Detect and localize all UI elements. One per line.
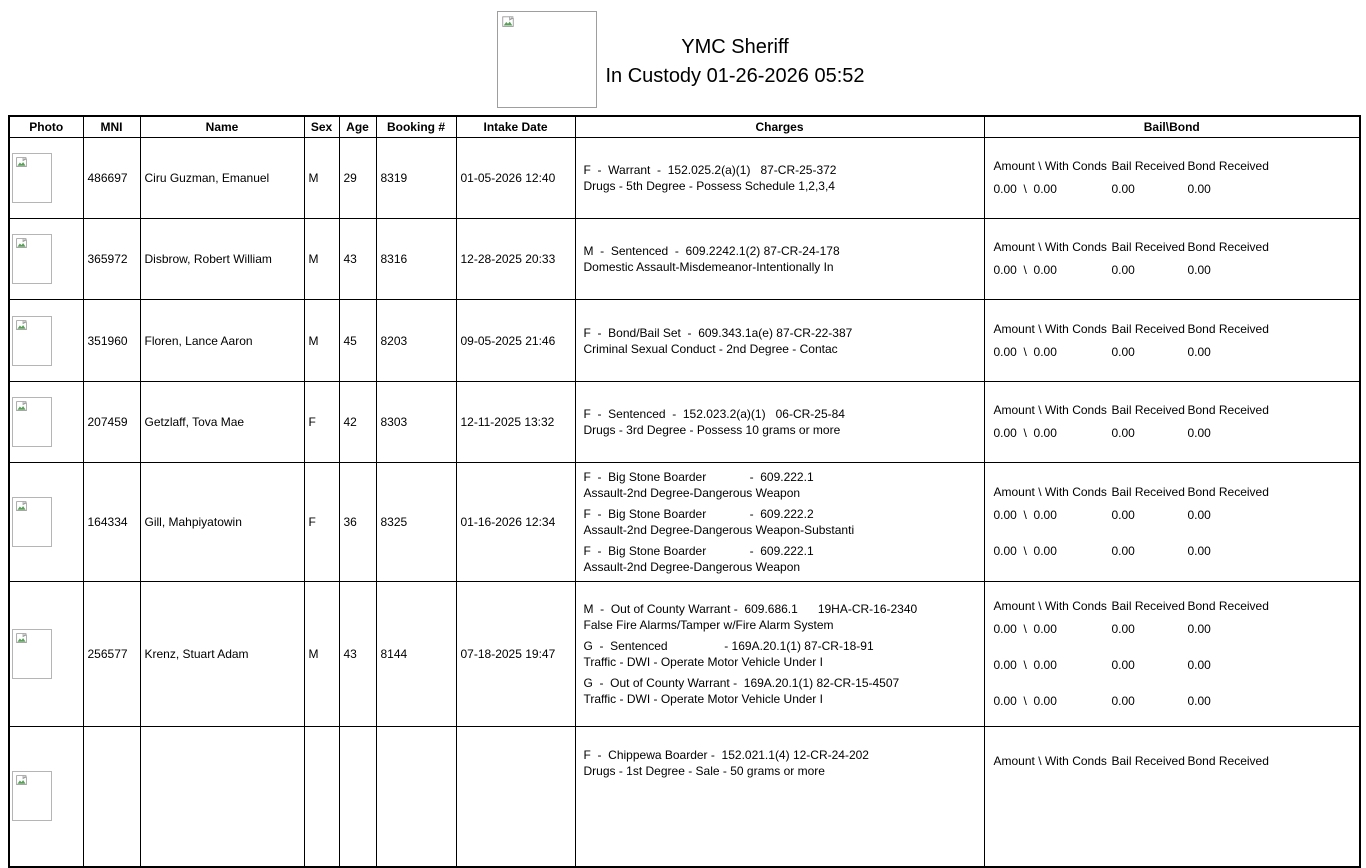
col-header-booking: Booking # (376, 116, 456, 138)
name-cell: Krenz, Stuart Adam (140, 582, 304, 727)
bail-value-row (994, 659, 1360, 672)
bail-bond-block (985, 486, 1360, 558)
bail-amount-with-conds: 0.00 \ 0.00 (993, 544, 1057, 558)
table-row (9, 138, 1360, 219)
bail-header-amount: Amount \ With Conds (993, 599, 1107, 613)
age-cell: 42 (339, 382, 376, 463)
booking-cell: 8303 (376, 382, 456, 463)
bond-received-value: 0.00 (1187, 508, 1211, 522)
bail-header-bond-received: Bond Received (1187, 599, 1269, 613)
charge-description-line: Assault-2nd Degree-Dangerous Weapon-Substanti (583, 523, 855, 537)
charge-statute-line: F - Big Stone Boarder - 609.222.2 (583, 507, 814, 521)
col-header-bail-bond: Bail\Bond (984, 116, 1360, 138)
charge-description-line: Drugs - 1st Degree - Sale - 50 grams or more (583, 764, 825, 778)
bail-received-value: 0.00 (1111, 544, 1135, 558)
charges-list (584, 469, 976, 575)
col-header-intake-date: Intake Date (456, 116, 575, 138)
age-cell: 45 (339, 300, 376, 382)
bond-received-value: 0.00 (1187, 622, 1211, 636)
bail-values-list (994, 509, 1360, 558)
age-cell (339, 727, 376, 867)
name-cell: Floren, Lance Aaron (140, 300, 304, 382)
bail-header-bail-received: Bail Received (1111, 403, 1185, 417)
charge-statute-line: M - Sentenced - 609.2242.1(2) 87-CR-24-178 (583, 244, 840, 258)
booking-cell: 8144 (376, 582, 456, 727)
bail-bond-cell (984, 219, 1360, 300)
intake-date-cell: 07-18-2025 19:47 (456, 582, 575, 727)
photo-cell (9, 463, 83, 582)
charge-item (584, 506, 976, 538)
bail-header-bond-received: Bond Received (1187, 403, 1269, 417)
table-row (9, 727, 1360, 867)
bail-header-amount: Amount \ With Conds (993, 321, 1107, 336)
bail-amount-with-conds: 0.00 \ 0.00 (993, 263, 1057, 277)
charge-description-line: False Fire Alarms/Tamper w/Fire Alarm System (583, 618, 834, 632)
mugshot-placeholder (12, 316, 52, 366)
charges-cell (575, 582, 984, 727)
report-title: YMC Sheriff (681, 36, 789, 58)
charge-statute-line: G - Out of County Warrant - 169A.20.1(1) 82-CR-15-4507 (583, 676, 900, 690)
mugshot-placeholder (12, 497, 52, 547)
charge-description-line: Traffic - DWI - Operate Motor Vehicle Under I (583, 655, 823, 669)
bail-header-amount: Amount \ With Conds (993, 485, 1107, 499)
bail-amount-with-conds: 0.00 \ 0.00 (993, 182, 1057, 196)
bail-header-bail-received: Bail Received (1111, 159, 1185, 173)
broken-image-icon (15, 500, 28, 513)
bond-received-value: 0.00 (1187, 263, 1211, 277)
bail-column-headers (994, 600, 1360, 613)
mugshot-placeholder (12, 629, 52, 679)
sex-cell (304, 727, 339, 867)
booking-cell: 8316 (376, 219, 456, 300)
charges-list (584, 243, 976, 275)
booking-cell: 8203 (376, 300, 456, 382)
name-cell: Ciru Guzman, Emanuel (140, 138, 304, 219)
bail-bond-block (985, 755, 1360, 768)
photo-cell (9, 219, 83, 300)
charges-cell (575, 138, 984, 219)
bond-received-value: 0.00 (1187, 544, 1211, 558)
bail-value-row (994, 509, 1360, 522)
report-subtitle: In Custody 01-26-2026 05:52 (605, 65, 865, 87)
charges-cell (575, 463, 984, 582)
bail-value-row (994, 545, 1360, 558)
bail-column-headers (994, 486, 1360, 499)
col-header-age: Age (339, 116, 376, 138)
intake-date-cell: 09-05-2025 21:46 (456, 300, 575, 382)
charge-item (584, 638, 976, 670)
bail-bond-block (985, 404, 1360, 440)
charge-item (584, 601, 976, 633)
sex-cell: M (304, 138, 339, 219)
bail-header-amount: Amount \ With Conds (993, 159, 1107, 173)
age-cell: 43 (339, 582, 376, 727)
col-header-name: Name (140, 116, 304, 138)
charge-item (584, 543, 976, 575)
broken-image-icon (501, 15, 515, 29)
bail-received-value: 0.00 (1111, 263, 1135, 277)
mni-cell: 164334 (83, 463, 140, 582)
mni-cell (83, 727, 140, 867)
mugshot-placeholder (12, 234, 52, 284)
col-header-mni: MNI (83, 116, 140, 138)
bail-header-bond-received: Bond Received (1187, 485, 1269, 499)
broken-image-icon (15, 400, 28, 413)
bail-values-list (994, 183, 1360, 196)
age-cell: 36 (339, 463, 376, 582)
mugshot-placeholder (12, 153, 52, 203)
charge-item (584, 325, 976, 357)
bail-bond-block (985, 241, 1360, 277)
bail-amount-with-conds: 0.00 \ 0.00 (993, 508, 1057, 522)
report-title-block (500, 33, 970, 91)
charge-item (584, 747, 976, 779)
bail-header-bond-received: Bond Received (1187, 159, 1269, 173)
report-header (0, 0, 1366, 115)
sex-cell: M (304, 300, 339, 382)
sex-cell: F (304, 382, 339, 463)
table-row (9, 300, 1360, 382)
bail-values-list (994, 346, 1360, 359)
table-row (9, 219, 1360, 300)
booking-cell: 8319 (376, 138, 456, 219)
col-header-charges: Charges (575, 116, 984, 138)
photo-cell (9, 582, 83, 727)
bail-amount-with-conds: 0.00 \ 0.00 (993, 694, 1057, 708)
bail-header-bail-received: Bail Received (1111, 321, 1185, 336)
bail-bond-cell (984, 382, 1360, 463)
name-cell (140, 727, 304, 867)
mugshot-placeholder (12, 771, 52, 821)
booking-cell (376, 727, 456, 867)
charges-list (584, 406, 976, 438)
broken-image-icon (15, 237, 28, 250)
bond-received-value: 0.00 (1187, 426, 1211, 440)
bail-received-value: 0.00 (1111, 622, 1135, 636)
bail-amount-with-conds: 0.00 \ 0.00 (993, 344, 1057, 359)
charge-statute-line: F - Big Stone Boarder - 609.222.1 (583, 544, 814, 558)
mugshot-placeholder (12, 397, 52, 447)
bail-value-row (994, 427, 1360, 440)
bail-header-bail-received: Bail Received (1111, 240, 1185, 254)
bail-received-value: 0.00 (1111, 182, 1135, 196)
bail-bond-block (985, 600, 1360, 708)
charge-item (584, 675, 976, 707)
broken-image-icon (15, 774, 28, 787)
bail-header-bail-received: Bail Received (1111, 599, 1185, 613)
col-header-photo: Photo (9, 116, 83, 138)
charge-description-line: Assault-2nd Degree-Dangerous Weapon (583, 560, 801, 574)
mni-cell: 207459 (83, 382, 140, 463)
charge-description-line: Domestic Assault-Misdemeanor-Intentionally In (583, 260, 834, 274)
bail-value-row (994, 623, 1360, 636)
bail-received-value: 0.00 (1111, 694, 1135, 708)
bail-column-headers (994, 160, 1360, 173)
bail-column-headers (994, 323, 1360, 336)
charge-statute-line: F - Chippewa Boarder - 152.021.1(4) 12-CR-24-202 (583, 748, 869, 762)
bail-values-list (994, 623, 1360, 708)
bail-bond-cell (984, 727, 1360, 867)
table-header-row (9, 116, 1360, 138)
charge-statute-line: F - Warrant - 152.025.2(a)(1) 87-CR-25-372 (583, 163, 837, 177)
bail-column-headers (994, 241, 1360, 254)
photo-cell (9, 138, 83, 219)
bond-received-value: 0.00 (1187, 658, 1211, 672)
bail-header-bail-received: Bail Received (1111, 754, 1185, 768)
charge-item (584, 243, 976, 275)
bail-values-list (994, 264, 1360, 277)
bail-value-row (994, 264, 1360, 277)
sex-cell: M (304, 582, 339, 727)
bond-received-value: 0.00 (1187, 694, 1211, 708)
charge-description-line: Traffic - DWI - Operate Motor Vehicle Under I (583, 692, 823, 706)
charge-statute-line: F - Sentenced - 152.023.2(a)(1) 06-CR-25-84 (583, 407, 845, 421)
bail-amount-with-conds: 0.00 \ 0.00 (993, 658, 1057, 672)
bail-value-row (994, 183, 1360, 196)
mni-cell: 365972 (83, 219, 140, 300)
table-row (9, 382, 1360, 463)
table-row (9, 463, 1360, 582)
bail-header-bail-received: Bail Received (1111, 485, 1185, 499)
age-cell: 43 (339, 219, 376, 300)
mni-cell: 256577 (83, 582, 140, 727)
bail-received-value: 0.00 (1111, 426, 1135, 440)
charge-description-line: Drugs - 3rd Degree - Possess 10 grams or more (583, 423, 841, 437)
intake-date-cell: 01-16-2026 12:34 (456, 463, 575, 582)
bail-amount-with-conds: 0.00 \ 0.00 (993, 622, 1057, 636)
intake-date-cell: 12-28-2025 20:33 (456, 219, 575, 300)
photo-cell (9, 727, 83, 867)
mni-cell: 351960 (83, 300, 140, 382)
broken-image-icon (15, 319, 28, 332)
broken-image-icon (15, 632, 28, 645)
booking-cell: 8325 (376, 463, 456, 582)
bail-bond-block (985, 160, 1360, 196)
name-cell: Gill, Mahpiyatowin (140, 463, 304, 582)
age-cell: 29 (339, 138, 376, 219)
intake-date-cell: 01-05-2026 12:40 (456, 138, 575, 219)
charges-list (584, 747, 976, 779)
bail-received-value: 0.00 (1111, 658, 1135, 672)
bail-header-bond-received: Bond Received (1187, 321, 1269, 336)
in-custody-table (8, 115, 1361, 868)
bail-header-bond-received: Bond Received (1187, 754, 1269, 768)
charges-cell (575, 727, 984, 867)
bail-bond-cell (984, 138, 1360, 219)
charges-cell (575, 300, 984, 382)
bail-bond-cell (984, 300, 1360, 382)
sex-cell: F (304, 463, 339, 582)
bail-value-row (994, 346, 1360, 359)
bail-received-value: 0.00 (1111, 344, 1135, 359)
charge-statute-line: F - Big Stone Boarder - 609.222.1 (583, 470, 814, 484)
charge-item (584, 469, 976, 501)
charges-list (584, 162, 976, 194)
charge-description-line: Drugs - 5th Degree - Possess Schedule 1,2,3,4 (583, 179, 835, 193)
name-cell: Disbrow, Robert William (140, 219, 304, 300)
charge-description-line: Criminal Sexual Conduct - 2nd Degree - Contac (583, 341, 838, 356)
bail-header-bond-received: Bond Received (1187, 240, 1269, 254)
col-header-sex: Sex (304, 116, 339, 138)
bail-value-row (994, 695, 1360, 708)
sex-cell: M (304, 219, 339, 300)
bail-header-amount: Amount \ With Conds (993, 403, 1107, 417)
mni-cell: 486697 (83, 138, 140, 219)
charge-description-line: Assault-2nd Degree-Dangerous Weapon (583, 486, 801, 500)
bail-values-list (994, 427, 1360, 440)
name-cell: Getzlaff, Tova Mae (140, 382, 304, 463)
bond-received-value: 0.00 (1187, 344, 1211, 359)
table-row (9, 582, 1360, 727)
bail-amount-with-conds: 0.00 \ 0.00 (993, 426, 1057, 440)
bail-column-headers (994, 404, 1360, 417)
bail-bond-cell (984, 582, 1360, 727)
charge-item (584, 162, 976, 194)
charge-statute-line: F - Bond/Bail Set - 609.343.1a(e) 87-CR-22-387 (583, 325, 853, 340)
bail-header-amount: Amount \ With Conds (993, 754, 1107, 768)
photo-cell (9, 300, 83, 382)
charges-list (584, 601, 976, 707)
charge-statute-line: M - Out of County Warrant - 609.686.1 19HA-CR-16-2340 (583, 602, 918, 616)
intake-date-cell: 12-11-2025 13:32 (456, 382, 575, 463)
bail-header-amount: Amount \ With Conds (993, 240, 1107, 254)
bail-bond-cell (984, 463, 1360, 582)
charges-list (584, 325, 976, 357)
broken-image-icon (15, 156, 28, 169)
charge-statute-line: G - Sentenced - 169A.20.1(1) 87-CR-18-91 (583, 639, 874, 653)
bail-received-value: 0.00 (1111, 508, 1135, 522)
charge-item (584, 406, 976, 438)
bond-received-value: 0.00 (1187, 182, 1211, 196)
photo-cell (9, 382, 83, 463)
charges-cell (575, 382, 984, 463)
bail-column-headers (994, 755, 1360, 768)
intake-date-cell (456, 727, 575, 867)
bail-bond-block (985, 323, 1360, 359)
charges-cell (575, 219, 984, 300)
